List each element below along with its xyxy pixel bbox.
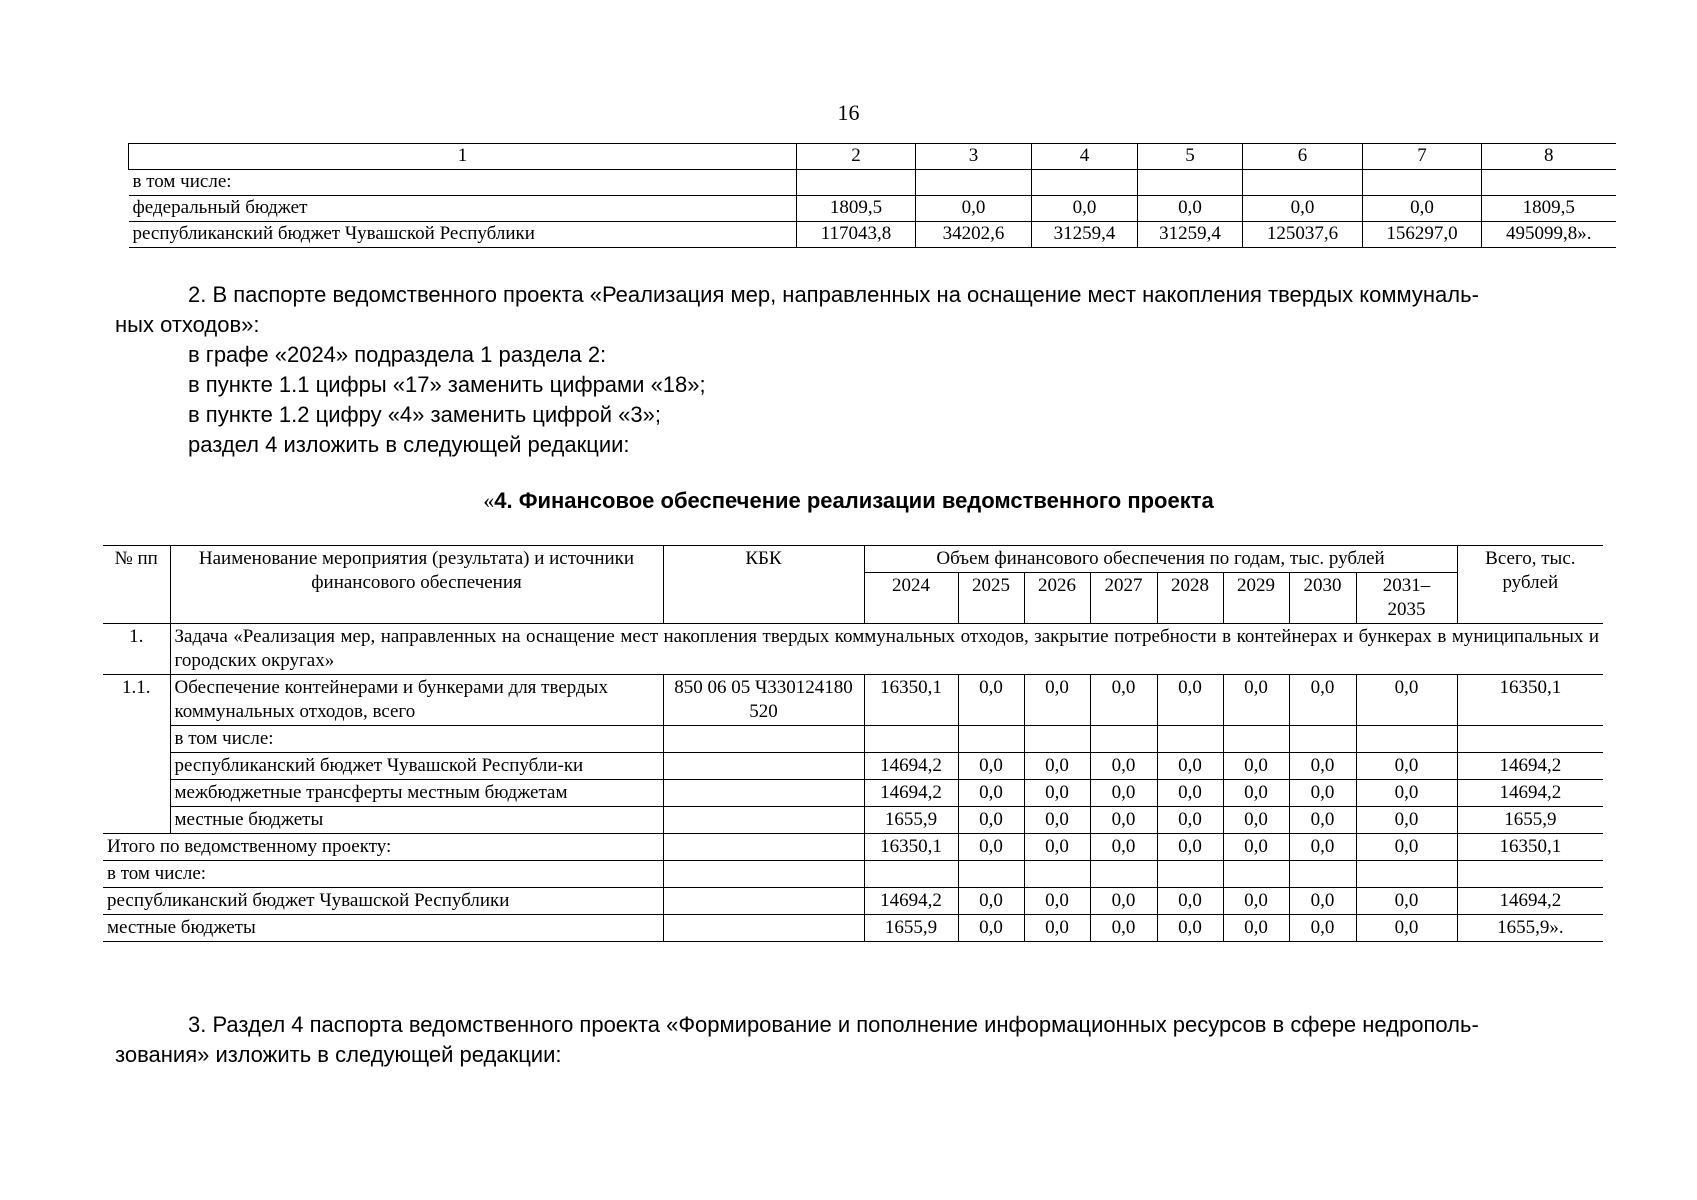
table-cell: 0,0 — [1289, 753, 1356, 780]
table-header-row — [103, 546, 1603, 573]
header-year: 2024 — [864, 573, 958, 624]
table-cell: 0,0 — [1157, 915, 1223, 942]
table-cell: 14694,2 — [864, 780, 958, 807]
task-number: 1. — [103, 624, 170, 675]
table-row — [103, 753, 1603, 780]
table-cell — [1363, 170, 1482, 196]
table-cell: 1655,9 — [864, 915, 958, 942]
table-cell: 0,0 — [1138, 196, 1243, 222]
table-row — [129, 196, 1616, 222]
table-cell — [1024, 726, 1090, 753]
table-cell — [663, 888, 864, 915]
table-cell: 0,0 — [1157, 753, 1223, 780]
table-cell: 0,0 — [1356, 675, 1457, 726]
continuation-table — [128, 143, 1616, 248]
table-cell — [1289, 726, 1356, 753]
table-cell: 16350,1 — [1457, 834, 1603, 861]
table-cell: 0,0 — [1024, 834, 1090, 861]
table-cell: 0,0 — [958, 807, 1024, 834]
row-name: Обеспечение контейнерами и бункерами для твердых коммунальных отходов, всего — [170, 675, 663, 726]
table-cell: 16350,1 — [864, 675, 958, 726]
total-row — [103, 861, 1603, 888]
table-cell: 16350,1 — [1457, 675, 1603, 726]
header-number: № пп — [103, 546, 170, 624]
table-cell — [1157, 861, 1223, 888]
table-cell: 0,0 — [1157, 834, 1223, 861]
header-year: 2028 — [1157, 573, 1223, 624]
table-cell: 0,0 — [1356, 780, 1457, 807]
table-cell: 0,0 — [1032, 196, 1138, 222]
table-cell: 16350,1 — [864, 834, 958, 861]
table-cell: 125037,6 — [1243, 222, 1363, 248]
table-cell: 1809,5 — [1482, 196, 1616, 222]
table-cell — [958, 861, 1024, 888]
table-cell: 0,0 — [1157, 675, 1223, 726]
row-name: межбюджетные трансферты местным бюджетам — [170, 780, 663, 807]
table-cell: 117043,8 — [797, 222, 916, 248]
table-cell: 14694,2 — [864, 888, 958, 915]
column-number: 7 — [1363, 144, 1482, 170]
section-heading — [0, 488, 1697, 514]
total-label: Итого по ведомственному проекту: — [103, 834, 663, 861]
table-cell — [864, 726, 958, 753]
table-cell: 1655,9 — [1457, 807, 1603, 834]
header-year: 2025 — [958, 573, 1024, 624]
table-cell: 0,0 — [1356, 834, 1457, 861]
table-cell: 0,0 — [1356, 888, 1457, 915]
table-cell — [1090, 861, 1157, 888]
table-cell: 14694,2 — [1457, 888, 1603, 915]
header-year: 2027 — [1090, 573, 1157, 624]
table-cell: 0,0 — [1289, 807, 1356, 834]
column-number: 6 — [1243, 144, 1363, 170]
table-cell — [663, 915, 864, 942]
financing-table — [103, 545, 1603, 942]
table-cell — [958, 726, 1024, 753]
table-cell: 0,0 — [1090, 807, 1157, 834]
table-cell — [1032, 170, 1138, 196]
table-cell — [663, 753, 864, 780]
table-cell: 0,0 — [1024, 807, 1090, 834]
table-cell: 0,0 — [1090, 834, 1157, 861]
header-total: Всего, тыс. рублей — [1457, 546, 1603, 624]
table-cell — [1024, 861, 1090, 888]
table-cell: 0,0 — [1289, 675, 1356, 726]
table-cell — [1157, 726, 1223, 753]
table-row — [129, 170, 1616, 196]
instruction-line: раздел 4 изложить в следующей редакции: — [188, 432, 630, 457]
table-cell: 0,0 — [1024, 675, 1090, 726]
table-cell: 0,0 — [1024, 915, 1090, 942]
table-cell: 0,0 — [1090, 675, 1157, 726]
paragraph-3-line-2: зования» изложить в следующей редакции: — [115, 1042, 562, 1067]
row-name: в том числе: — [170, 726, 663, 753]
total-row — [103, 834, 1603, 861]
table-cell — [1356, 861, 1457, 888]
table-cell: 0,0 — [1090, 888, 1157, 915]
table-cell: 0,0 — [958, 888, 1024, 915]
header-year: 2029 — [1223, 573, 1289, 624]
table-cell: 0,0 — [1223, 915, 1289, 942]
table-cell: 31259,4 — [1032, 222, 1138, 248]
table-cell: 0,0 — [1024, 753, 1090, 780]
table-cell — [1482, 170, 1616, 196]
table-cell: 0,0 — [1157, 780, 1223, 807]
total-row — [103, 888, 1603, 915]
column-number: 1 — [129, 144, 797, 170]
table-cell — [663, 780, 864, 807]
table-cell: 0,0 — [1289, 915, 1356, 942]
total-row — [103, 915, 1603, 942]
table-cell: 0,0 — [1090, 780, 1157, 807]
table-cell — [1289, 861, 1356, 888]
table-cell — [663, 807, 864, 834]
table-cell: 0,0 — [1356, 807, 1457, 834]
row-label: в том числе: — [129, 170, 797, 196]
table-row — [103, 726, 1603, 753]
total-label: в том числе: — [103, 861, 663, 888]
column-number: 5 — [1138, 144, 1243, 170]
table-row — [129, 222, 1616, 248]
table-cell: 0,0 — [958, 753, 1024, 780]
table-cell — [1457, 726, 1603, 753]
table-cell: 14694,2 — [1457, 780, 1603, 807]
table-cell: 14694,2 — [864, 753, 958, 780]
table-cell: 0,0 — [958, 834, 1024, 861]
table-cell: 0,0 — [958, 780, 1024, 807]
column-number: 3 — [916, 144, 1032, 170]
row-label: республиканский бюджет Чувашской Республики — [129, 222, 797, 248]
table-cell: 0,0 — [1289, 834, 1356, 861]
row-kbk: 850 06 05 Ч330124180 520 — [663, 675, 864, 726]
table-cell: 0,0 — [1223, 753, 1289, 780]
task-row — [103, 624, 1603, 675]
table-cell: 34202,6 — [916, 222, 1032, 248]
table-cell: 0,0 — [1024, 780, 1090, 807]
table-cell — [1356, 726, 1457, 753]
table-cell: 0,0 — [1289, 780, 1356, 807]
total-label: республиканский бюджет Чувашской Республики — [103, 888, 663, 915]
task-text: Задача «Реализация мер, направленных на оснащение мест накопления твердых коммунальных отходов, закрытие потребности в контейнерах и бункерах в муниципальных и городских округах» — [170, 624, 1603, 675]
row-name: местные бюджеты — [170, 807, 663, 834]
table-cell — [1243, 170, 1363, 196]
table-cell: 0,0 — [1289, 888, 1356, 915]
table-cell — [864, 861, 958, 888]
table-cell — [663, 861, 864, 888]
row-label: федеральный бюджет — [129, 196, 797, 222]
table-cell: 0,0 — [1024, 888, 1090, 915]
table-row — [103, 780, 1603, 807]
table-cell: 0,0 — [916, 196, 1032, 222]
row-name: республиканский бюджет Чувашской Республи-ки — [170, 753, 663, 780]
table-cell: 0,0 — [1223, 807, 1289, 834]
table-cell: 0,0 — [1223, 888, 1289, 915]
table-header-row — [129, 144, 1616, 170]
table-cell: 1655,9». — [1457, 915, 1603, 942]
table-cell: 0,0 — [1090, 915, 1157, 942]
item-number: 1.1. — [103, 675, 170, 834]
section-heading-text: 4. Финансовое обеспечение реализации ведомственного проекта — [494, 488, 1214, 513]
header-year: 2030 — [1289, 573, 1356, 624]
table-cell: 0,0 — [1356, 753, 1457, 780]
table-cell — [663, 834, 864, 861]
header-kbk: КБК — [663, 546, 864, 624]
header-year: 2026 — [1024, 573, 1090, 624]
table-cell: 0,0 — [1356, 915, 1457, 942]
table-cell: 156297,0 — [1363, 222, 1482, 248]
paragraph-2-line-1: 2. В паспорте ведомственного проекта «Реализация мер, направленных на оснащение мест накопления твердых коммуналь- — [188, 282, 1479, 307]
instruction-line: в графе «2024» подраздела 1 раздела 2: — [188, 342, 607, 367]
table-cell — [1090, 726, 1157, 753]
table-row — [103, 675, 1603, 726]
total-label: местные бюджеты — [103, 915, 663, 942]
table-cell: 1655,9 — [864, 807, 958, 834]
page-number: 16 — [837, 100, 860, 125]
table-cell — [916, 170, 1032, 196]
column-number: 2 — [797, 144, 916, 170]
table-cell: 0,0 — [1223, 780, 1289, 807]
table-cell: 0,0 — [1243, 196, 1363, 222]
header-year: 2031–2035 — [1356, 573, 1457, 624]
table-cell: 0,0 — [1157, 888, 1223, 915]
opening-quote: « — [483, 488, 495, 513]
table-cell: 0,0 — [1223, 675, 1289, 726]
header-name: Наименование мероприятия (результата) и источники финансового обеспечения — [170, 546, 663, 624]
table-cell — [663, 726, 864, 753]
table-cell: 0,0 — [1223, 834, 1289, 861]
paragraph-2-line-2: ных отходов»: — [115, 312, 260, 337]
paragraph-3-line-1: 3. Раздел 4 паспорта ведомственного проекта «Формирование и пополнение информационных ресурсов в сфере недрополь- — [188, 1012, 1479, 1037]
table-cell: 1809,5 — [797, 196, 916, 222]
table-cell: 0,0 — [958, 675, 1024, 726]
table-cell: 31259,4 — [1138, 222, 1243, 248]
table-row — [103, 807, 1603, 834]
table-cell — [797, 170, 916, 196]
table-cell: 0,0 — [1157, 807, 1223, 834]
table-cell: 495099,8». — [1482, 222, 1616, 248]
column-number: 8 — [1482, 144, 1616, 170]
instruction-line: в пункте 1.1 цифры «17» заменить цифрами «18»; — [188, 372, 706, 397]
table-cell: 0,0 — [1363, 196, 1482, 222]
table-cell: 14694,2 — [1457, 753, 1603, 780]
instruction-line: в пункте 1.2 цифру «4» заменить цифрой «3»; — [188, 402, 661, 427]
table-cell: 0,0 — [958, 915, 1024, 942]
table-cell — [1138, 170, 1243, 196]
column-number: 4 — [1032, 144, 1138, 170]
table-cell: 0,0 — [1090, 753, 1157, 780]
table-cell — [1223, 726, 1289, 753]
table-cell — [1457, 861, 1603, 888]
table-cell — [1223, 861, 1289, 888]
header-volume: Объем финансового обеспечения по годам, тыс. рублей — [864, 546, 1457, 573]
